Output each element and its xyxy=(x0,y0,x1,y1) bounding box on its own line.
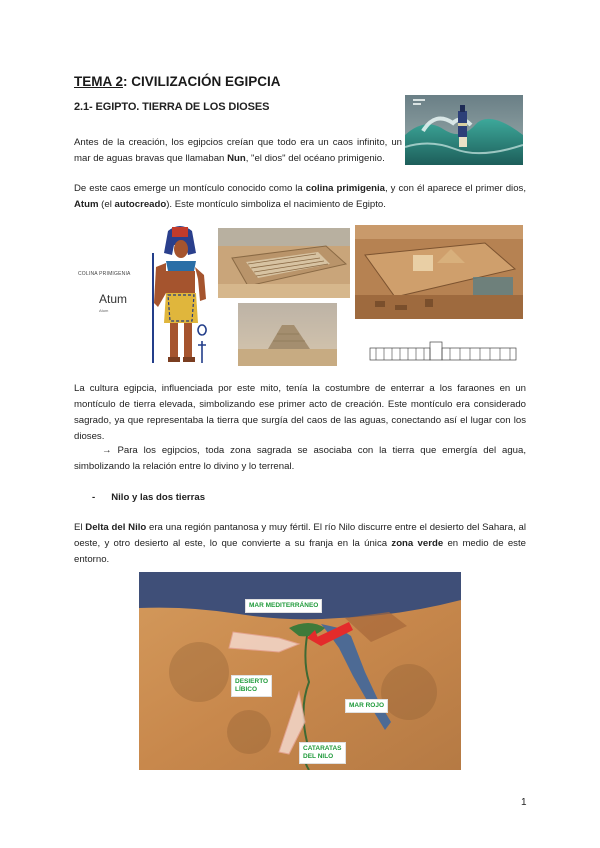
map-label-mar-rojo: MAR ROJO xyxy=(345,699,388,713)
aerial-complex-image xyxy=(355,225,523,319)
bullet-nilo: - Nilo y las dos tierras xyxy=(92,492,206,503)
map-label-desierto: DESIERTO LÍBICO xyxy=(231,675,272,697)
egypt-map xyxy=(139,572,461,770)
step-pyramid-image xyxy=(238,303,337,366)
atum-label: Atum xyxy=(99,292,128,306)
nun-image xyxy=(405,95,523,165)
section-heading: 2.1- EGIPTO. TIERRA DE LOS DIOSES xyxy=(74,101,270,113)
page-number: 1 xyxy=(521,797,527,808)
atum-figure-image xyxy=(148,223,210,365)
map-label-cataratas: CATARATAS DEL NILO xyxy=(299,742,346,764)
temple-complex-image xyxy=(218,228,350,298)
colina-label: COLINA PRIMIGENIA xyxy=(78,271,131,277)
map-label-mediterraneo: MAR MEDITERRÁNEO xyxy=(245,599,322,613)
paragraph-nun: Antes de la creación, los egipcios creían que todo era un caos infinito, un mar de aguas bravas que llamaban Nun, "el dios" del océano primigenio. xyxy=(74,137,402,164)
page-title: TEMA 2: CIVILIZACIÓN EGIPCIA xyxy=(74,74,281,89)
atum-sublabel: Atum xyxy=(99,308,109,313)
paragraph-delta: El Delta del Nilo era una región pantanosa y muy fértil. El río Nilo discurre entre el desierto del Sahara, al oeste, y otro desierto al este, lo que convierte a su franja en la única zona verde en medio de este entorno. xyxy=(74,522,526,565)
paragraph-zona-sagrada: → Para los egipcios, toda zona sagrada se asociaba con la tierra que emergía del agua, simbolizando la relación entre lo divino y lo terrenal. xyxy=(74,445,526,472)
enclosure-wall-drawing xyxy=(368,340,518,364)
paragraph-cultura: La cultura egipcia, influenciada por este mito, tenía la costumbre de enterrar a los faraones en un montículo de tierra elevada, simbolizando ese primer acto de creación. Este montículo era considerado sagrado, ya que representaba la tierra que surgía del caos de las aguas, conectando así el lugar con los dioses. xyxy=(74,383,526,442)
paragraph-colina: De este caos emerge un montículo conocido como la colina primigenia, y con él aparece el primer dios, Atum (el autocreado). Este montículo simboliza el nacimiento de Egipto. xyxy=(74,183,526,210)
